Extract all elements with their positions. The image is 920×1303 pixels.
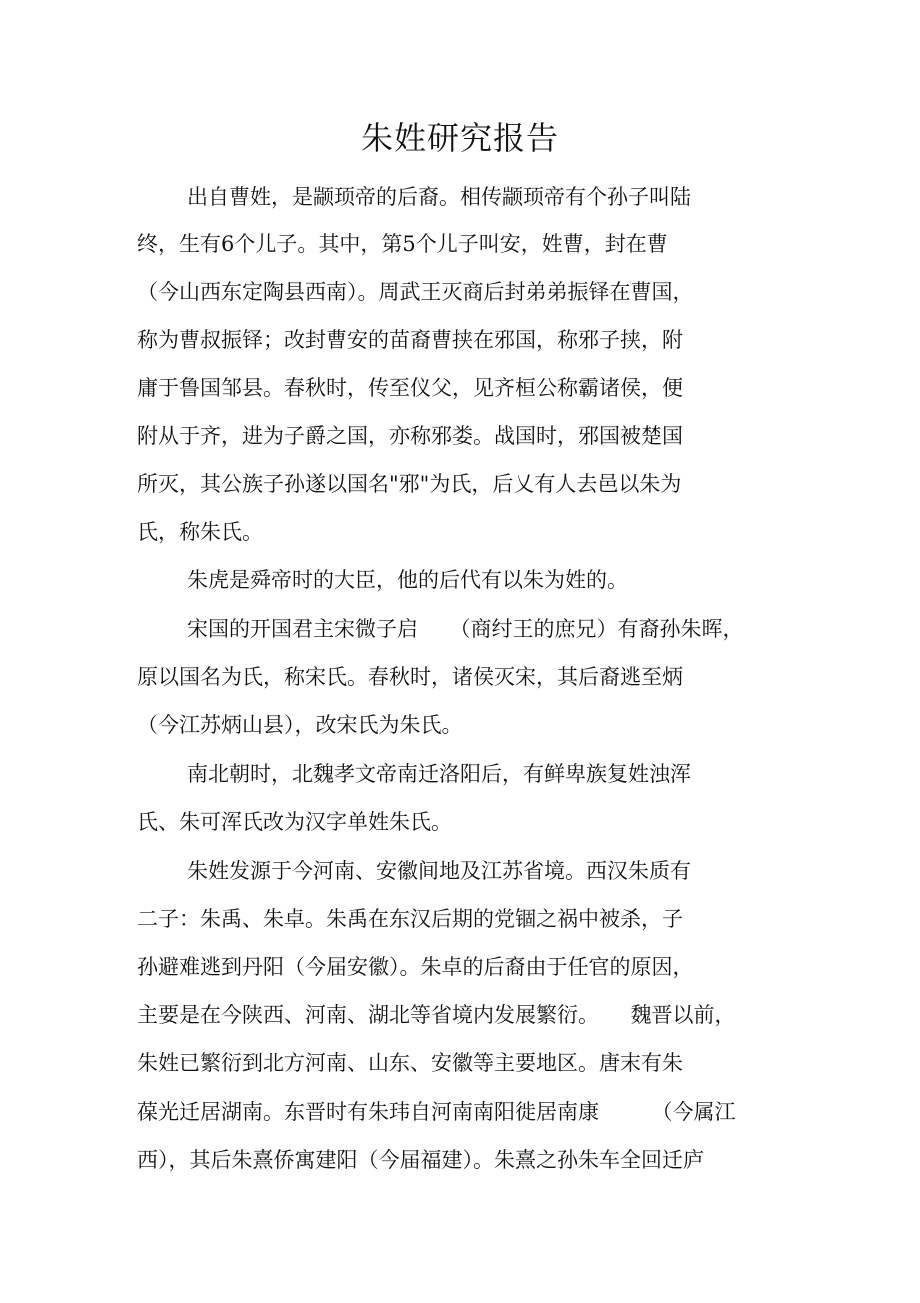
text-line: 终，生有6个儿子。其中，第5个儿子叫安，姓曹，封在曹 <box>137 232 668 256</box>
text-line: 宋国的开国君主宋微子启 （商纣王的庶兄）有裔孙朱晖， <box>187 617 744 641</box>
text-line: 葆光迁居湖南。东晋时有朱玮自河南南阳徙居南康 （今属江 <box>137 1100 736 1124</box>
text-line: 西），其后朱熹侨寓建阳（今届福建）。朱熹之孙朱车全回迁庐 <box>137 1148 704 1172</box>
text-line: 氏、朱可浑氏改为汉字单姓朱氏。 <box>137 810 452 834</box>
text-line: 附从于齐，进为子爵之国，亦称邪娄。战国时，邪国被楚国 <box>137 424 683 448</box>
text-line: 朱虎是舜帝时的大臣，他的后代有以朱为姓的。 <box>187 568 628 592</box>
text-line: （今江苏炳山县），改宋氏为朱氏。 <box>137 713 463 737</box>
text-line: 孙避难逃到丹阳（今届安徽）。朱卓的后裔由于任官的原因， <box>137 955 694 979</box>
text-line: 氏，称朱氏。 <box>137 520 263 544</box>
text-line: 所灭，其公族子孙遂以国名"邪"为氏，后乂有人去邑以朱为 <box>137 472 682 496</box>
text-line: 称为曹叔振铎；改封曹安的苗裔曹挟在邪国，称邪子挟，附 <box>137 328 683 352</box>
document-title: 朱姓研究报告 <box>360 119 559 157</box>
text-line: 二子：朱禹、朱卓。朱禹在东汉后期的党锢之祸中被杀，子 <box>137 907 683 931</box>
text-line: 出自曹姓，是颛顼帝的后裔。相传颛顼帝有个孙子叫陆 <box>187 185 691 209</box>
text-line: 朱姓发源于今河南、安徽间地及江苏省境。西汉朱质有 <box>187 859 691 883</box>
text-line: 庸于鲁国邹县。春秋时，传至仪父，见齐桓公称霸诸侯，便 <box>137 376 683 400</box>
text-line: 主要是在今陕西、河南、湖北等省境内发展繁衍。 魏晋以前， <box>137 1003 736 1027</box>
text-line: 原以国名为氏，称宋氏。春秋时，诸侯灭宋，其后裔逃至炳 <box>137 665 683 689</box>
text-line: 朱姓已繁衍到北方河南、山东、安徽等主要地区。唐末有朱 <box>137 1051 683 1075</box>
text-line: （今山西东定陶县西南）。周武王灭商后封弟弟振铎在曹国， <box>137 280 694 304</box>
text-line: 南北朝时，北魏孝文帝南迁洛阳后，有鲜卑族复姓浊浑 <box>187 762 691 786</box>
